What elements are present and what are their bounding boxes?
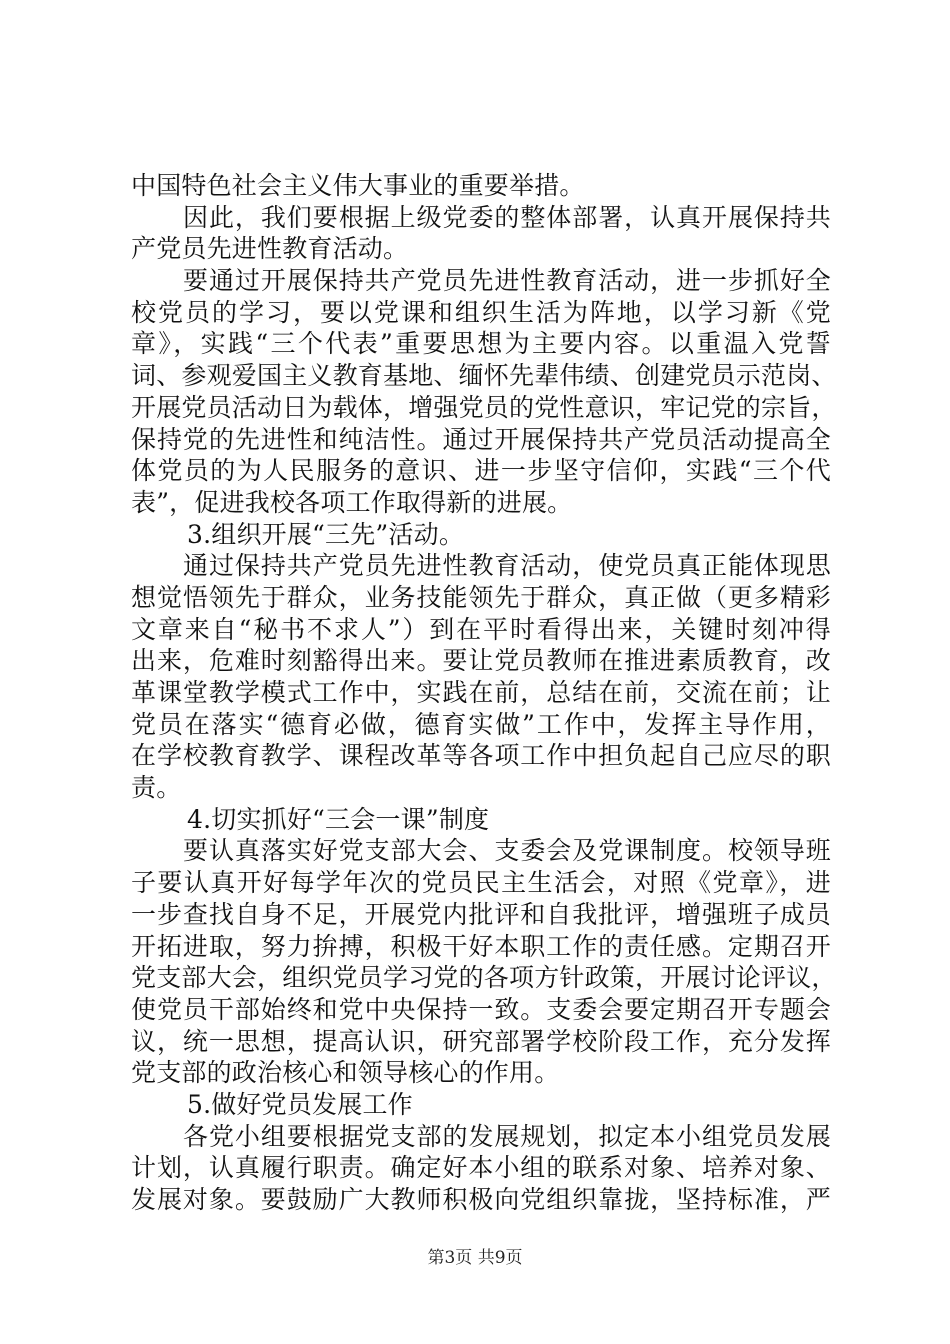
text-line: 在学校教育教学、课程改革等各项工作中担负起自己应尽的职 <box>131 741 831 771</box>
text-line: 章》，实践“三个代表”重要思想为主要内容。以重温入党誓 <box>131 329 831 359</box>
text-line: 子要认真开好每学年次的党员民主生活会，对照《党章》，进 <box>131 868 831 898</box>
text-line: 想觉悟领先于群众，业务技能领先于群众，真正做（更多精彩 <box>131 582 831 612</box>
text-line: 出来，危难时刻豁得出来。要让党员教师在推进素质教育，改 <box>131 646 831 676</box>
text-line: 校党员的学习，要以党课和组织生活为阵地，以学习新《党 <box>131 297 831 327</box>
text-line: 开展党员活动日为载体，增强党员的党性意识，牢记党的宗旨， <box>131 392 837 422</box>
text-line: 表”，促进我校各项工作取得新的进展。 <box>131 487 573 517</box>
document-body <box>131 170 837 1216</box>
text-line: 议，统一思想，提高认识，研究部署学校阶段工作，充分发挥 <box>131 1026 831 1056</box>
section-heading: 5.做好党员发展工作 <box>187 1089 413 1119</box>
text-line: 使党员干部始终和党中央保持一致。支委会要定期召开专题会 <box>131 994 831 1024</box>
section-heading: 3.组织开展“三先”活动。 <box>187 519 465 549</box>
text-line: 文章来自“秘书不求人”）到在平时看得出来，关键时刻冲得 <box>131 614 831 644</box>
paragraph-first-line: 各党小组要根据党支部的发展规划，拟定本小组党员发展 <box>183 1121 831 1151</box>
text-line: 党支部的政治核心和领导核心的作用。 <box>131 1058 560 1088</box>
text-line: 责。 <box>131 773 182 803</box>
text-line: 产党员先进性教育活动。 <box>131 234 409 264</box>
text-line: 计划，认真履行职责。确定好本小组的联系对象、培养对象、 <box>131 1153 831 1183</box>
text-line: 词、参观爱国主义教育基地、缅怀先辈伟绩、创建党员示范岗、 <box>131 361 837 391</box>
text-line: 一步查找自身不足，开展党内批评和自我批评，增强班子成员 <box>131 899 831 929</box>
paragraph-first-line: 要认真落实好党支部大会、支委会及党课制度。校领导班 <box>183 836 831 866</box>
text-line: 保持党的先进性和纯洁性。通过开展保持共产党员活动提高全 <box>131 424 831 454</box>
text-line: 中国特色社会主义伟大事业的重要举措。 <box>131 171 585 200</box>
text-line: 发展对象。要鼓励广大教师积极向党组织靠拢，坚持标准，严 <box>131 1185 831 1214</box>
text-line: 党支部大会，组织党员学习党的各项方针政策，开展讨论评议， <box>131 963 837 993</box>
section-heading: 4.切实抓好“三会一课”制度 <box>187 804 490 834</box>
paragraph-first-line: 通过保持共产党员先进性教育活动，使党员真正能体现思 <box>183 551 831 581</box>
text-line: 体党员的为人民服务的意识、进一步坚守信仰，实践“三个代 <box>131 456 831 486</box>
text-line: 革课堂教学模式工作中，实践在前，总结在前，交流在前；让 <box>131 678 831 707</box>
text-line: 开拓进取，努力拚搏，积极干好本职工作的责任感。定期召开 <box>131 931 831 961</box>
page-number-footer: 第3页 共9页 <box>427 1248 523 1268</box>
text-line: 党员在落实“德育必做，德育实做”工作中，发挥主导作用， <box>131 709 831 739</box>
paragraph-first-line: 因此，我们要根据上级党委的整体部署，认真开展保持共 <box>183 202 831 232</box>
paragraph-first-line: 要通过开展保持共产党员先进性教育活动，进一步抓好全 <box>183 266 831 296</box>
